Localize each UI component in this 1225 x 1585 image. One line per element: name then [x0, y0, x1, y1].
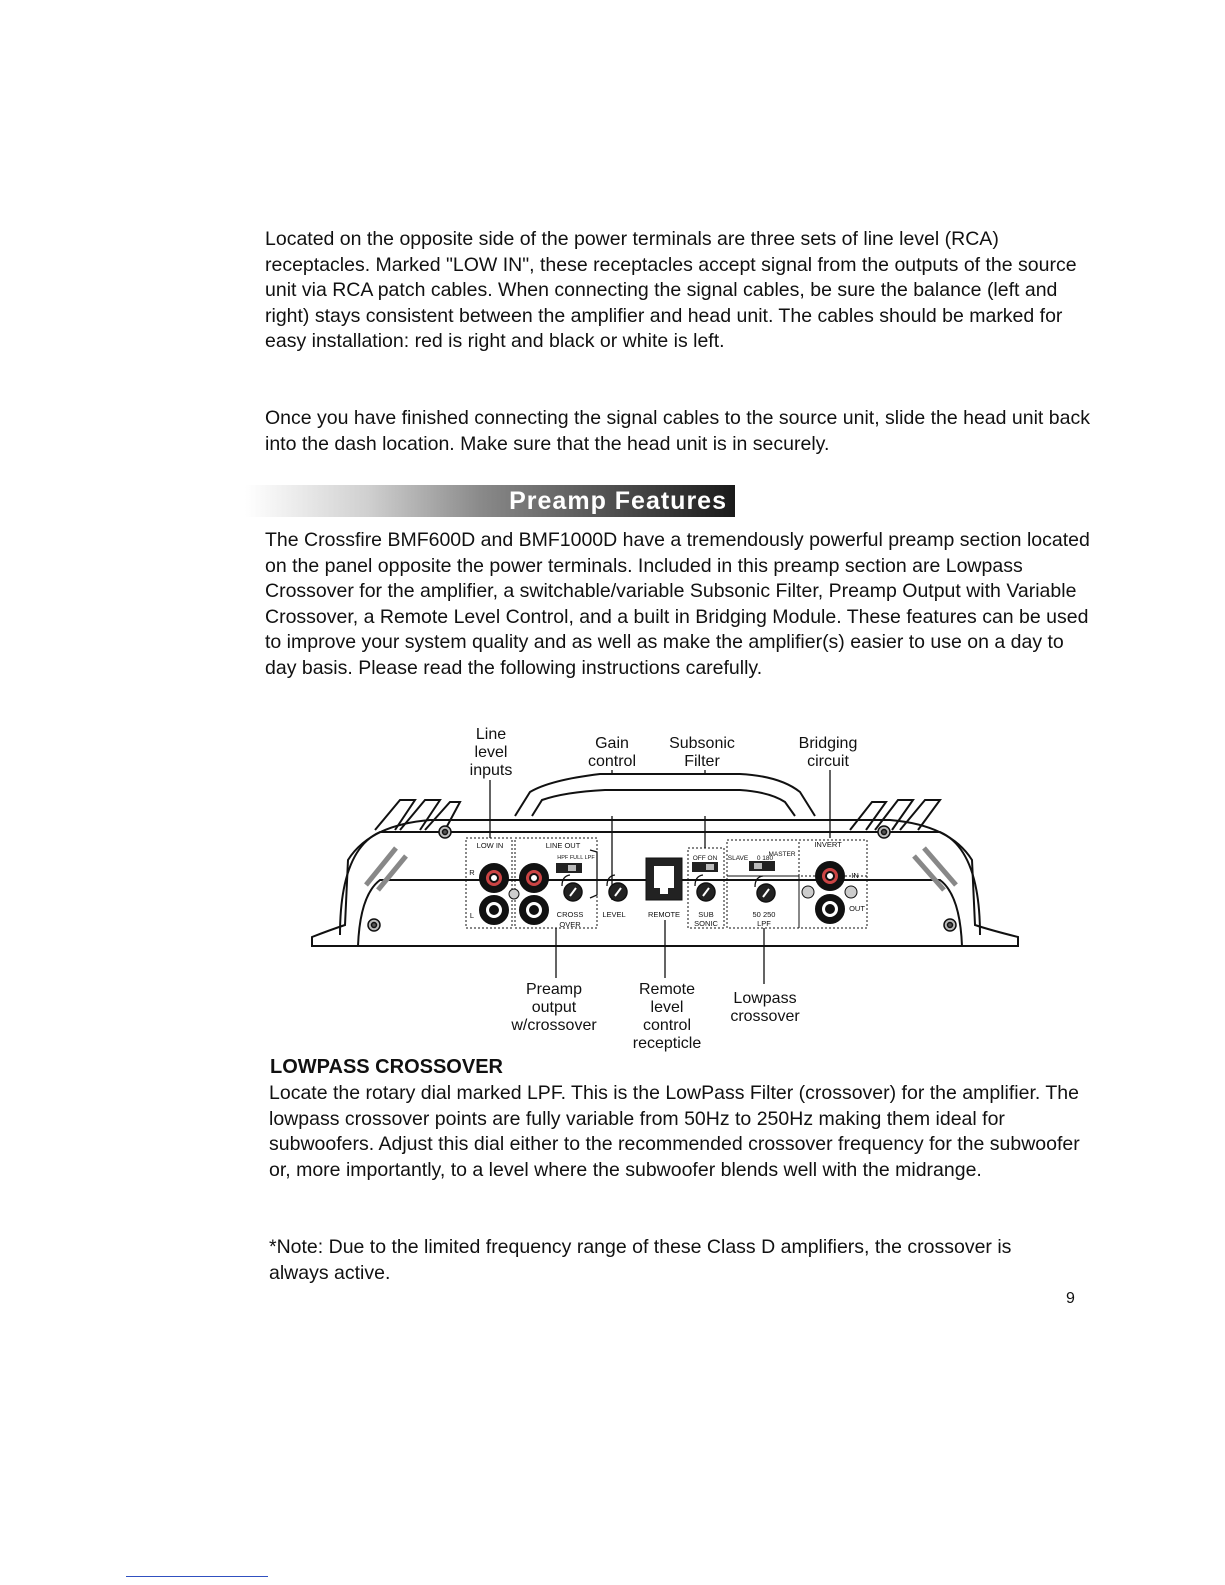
- panel-remote: REMOTE: [647, 910, 681, 919]
- panel-sub: SUB: [698, 910, 714, 919]
- panel-l: L: [469, 911, 475, 920]
- lowpass-paragraph: Locate the rotary dial marked LPF. This is the LowPass Filter (crossover) for the amplifier. The lowpass crossover points are fully variable from 50Hz to 250Hz making them ideal for subwoofers. Adjust this dial either to the recommended crossover frequency for the subwoofer or, more importantly, to a level where the subwoofer blends well with the midrange.: [269, 1082, 1080, 1181]
- panel-sonic: SONIC: [694, 919, 718, 928]
- callout-gain-2: control: [587, 753, 637, 770]
- panel-r: R: [469, 868, 475, 877]
- amplifier-panel-diagram: [300, 720, 1040, 1060]
- intro-paragraph-1: Located on the opposite side of the power terminals are three sets of line level (RCA) receptacles. Marked "LOW IN", these receptacles accept signal from the outputs of the source unit via RCA patch cables. When connecting the signal cables, be sure the balance (left and right) stays consistent between the amplifier and head unit. The cables should be marked for easy installation: red is right and black or white is left.: [265, 228, 1077, 353]
- section-banner: [245, 485, 735, 517]
- callout-subsonic-2: Filter: [684, 753, 720, 770]
- panel-level: LEVEL: [602, 910, 626, 919]
- callout-remote-1: Remote: [638, 981, 696, 998]
- callout-lowpass-2: crossover: [730, 1008, 800, 1025]
- panel-lpf-range: 50 250: [752, 910, 776, 919]
- lowpass-heading: LOWPASS CROSSOVER: [270, 1056, 503, 1078]
- section-title: Preamp Features: [509, 487, 727, 515]
- callout-lowpass-1: Lowpass: [733, 990, 797, 1007]
- callout-remote-3: control: [642, 1017, 692, 1034]
- preamp-paragraph: The Crossfire BMF600D and BMF1000D have a tremendously powerful preamp section located on the panel opposite the power terminals. Included in this preamp section are Lowpass Crossover for the amplifier, a switchable/variable Subsonic Filter, Preamp Output with Variable Crossover, a Remote Level Control, and a built in Bridging Module. These features can be used to improve your system quality and as well as make the amplifier(s) easier to use on a day to day basis. Please read the following instructions carefully.: [265, 529, 1090, 679]
- callout-bridging-2: circuit: [807, 753, 849, 770]
- panel-hpf-full-lpf: HPF FULL LPF: [557, 855, 595, 861]
- callout-line-level-inputs-3: inputs: [469, 762, 513, 779]
- panel-slave: SLAVE: [727, 855, 749, 862]
- callout-remote-4: recepticle: [632, 1035, 702, 1052]
- callout-line-level-inputs-2: level: [474, 744, 508, 761]
- panel-off-on: OFF ON: [692, 855, 718, 862]
- callout-gain-1: Gain: [595, 735, 629, 752]
- callout-bridging-1: Bridging: [798, 735, 858, 752]
- lowpass-note: *Note: Due to the limited frequency range of these Class D amplifiers, the crossover is always active.: [269, 1236, 1012, 1284]
- panel-low-in: LOW IN: [476, 841, 504, 850]
- panel-master: MASTER: [768, 851, 796, 858]
- page-number: 9: [1066, 1290, 1075, 1307]
- callout-preamp-3: w/crossover: [511, 1017, 597, 1034]
- callout-subsonic-1: Subsonic: [669, 735, 735, 752]
- callout-preamp-1: Preamp: [525, 981, 583, 998]
- panel-out: OUT: [849, 904, 865, 913]
- panel-line-out: LINE OUT: [545, 841, 581, 850]
- callout-line-level-inputs-1: Line: [475, 726, 507, 743]
- callout-remote-2: level: [650, 999, 684, 1016]
- callout-preamp-2: output: [531, 999, 577, 1016]
- panel-in: IN: [851, 871, 859, 880]
- intro-paragraph-2: Once you have finished connecting the signal cables to the source unit, slide the head unit back into the dash location. Make sure that the head unit is in securely.: [265, 407, 1090, 455]
- footer-rule: [126, 1576, 268, 1577]
- panel-invert: INVERT: [814, 840, 842, 849]
- panel-deg: 0 180: [756, 855, 774, 862]
- panel-cross: CROSS: [556, 910, 584, 919]
- panel-over: OVER: [559, 920, 581, 929]
- panel-lpf: LPF: [757, 919, 771, 928]
